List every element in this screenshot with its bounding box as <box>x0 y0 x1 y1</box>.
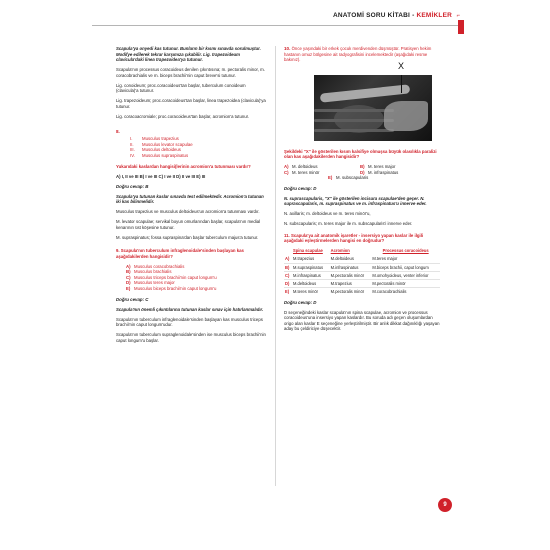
header-dash: - <box>410 12 417 19</box>
question-stem <box>284 46 440 63</box>
running-header <box>0 12 550 26</box>
header-mark-icon: ⌐ <box>456 13 460 19</box>
question-8 <box>116 129 268 240</box>
x-marker-label: X <box>398 60 405 71</box>
option-text: M. teres major <box>368 164 396 169</box>
option-letter: E) <box>328 175 333 181</box>
question-stem: Yukarıdaki kaslardan hangisi(lerinin acromion'a tutunması vardır? <box>116 164 251 169</box>
option-letter: B) <box>360 164 365 169</box>
pointer-line <box>401 75 402 93</box>
table-cell: M.pectoralis minör <box>330 289 365 295</box>
header-book-title: ANATOMİ SORU KİTABI <box>332 12 411 19</box>
right-column <box>284 46 440 336</box>
option-letter: B) <box>126 269 131 275</box>
question-text: Scapula'ya ait anatomik işaretler - insersiyo yapan kaslar ile ilgili aşağıdaki eşleştirmelerden hangisi en doğrudur? <box>284 232 424 244</box>
option-text: Musculus brachialis <box>134 269 172 275</box>
header-chapter-title: KEMİKLER <box>416 12 452 19</box>
option-row <box>284 175 440 181</box>
question-number: 8. <box>116 129 120 134</box>
explanation: Scapula'nın önemli çıkıntılarına tutunan kaslar sınav için hatırlanmalıdır. <box>116 306 264 312</box>
question-10 <box>284 46 440 227</box>
table-cell: M.biceps brachii, caput longum <box>371 263 440 271</box>
option-text: Musculus teres major <box>134 280 175 286</box>
table-row <box>284 280 440 288</box>
table-cell: M.teres major <box>371 255 440 263</box>
clavicle-shape <box>320 84 410 102</box>
item-text: Musculus levator scapulae <box>142 141 193 147</box>
option-text: M. infraspinatus <box>368 169 399 175</box>
correct-answer: Doğru cevap: D <box>284 185 317 191</box>
option-text: M. teres minör <box>292 169 320 175</box>
question-number: 10. <box>284 46 291 51</box>
explanation: N. subscapularis; m. teres major ile m. subscapularis'i innerve eder. <box>284 221 413 227</box>
question-11 <box>284 233 440 332</box>
option-text: Musculus coracobrachialis <box>134 263 185 269</box>
table-cell: M.trapezius <box>292 255 330 263</box>
table-cell: M.pectoralis minör <box>330 271 372 279</box>
item-text: Musculus trapezius <box>142 136 179 141</box>
processus-paragraph: Scapula'nın processus coracoideus denilen çıkıntısına; m. pectoralis minor, m. coracobrachialis ve m. biceps brachii'nin caput breve'si tutunur. <box>116 67 265 78</box>
table-cell: M.coracobrachialis <box>372 289 407 295</box>
table-row <box>284 255 440 263</box>
question-number: 11. <box>284 232 290 238</box>
option-letter: A) <box>126 263 131 269</box>
header-title <box>333 12 452 19</box>
table-cell: M.omohyoideus, venter inferior <box>371 271 440 279</box>
intro-paragraph: Scapula'ya onyedi kas tutunur. Bunların bir kısmı sınavda sorulmuştur. Modifye edilerek tekrar karşımıza çıkabilir. Lig. trapezoideum clavicula'daki linea trapezoidea'ya tutunur. <box>116 46 261 62</box>
table-cell: M.deltoideus <box>330 255 372 263</box>
item-numeral: IV. <box>130 152 135 158</box>
option-letter: E) <box>285 289 290 295</box>
explanation: M. supraspinatus; fossa supraspina'dan başlar tuberculum majus'a tutunur. <box>116 234 259 240</box>
page-number-badge: 9 <box>438 498 452 512</box>
explanation: Musculus trapezius ve musculus deltoideus'un acromion'a tutunması vardır. <box>116 209 260 215</box>
thorax-shape <box>334 105 384 133</box>
table-header-spacer <box>284 248 292 255</box>
item-text: Musculus deltoideus <box>142 147 181 152</box>
item-numeral: III. <box>130 147 135 152</box>
option-text: Musculus triceps brachii'nin caput longum'u <box>134 274 217 280</box>
correct-answer: Doğru cevap: B <box>116 183 149 189</box>
column-header: Spina scapulae <box>293 248 323 254</box>
option-e <box>328 175 368 181</box>
question-stem <box>284 233 440 244</box>
humerus-head-shape <box>384 101 428 131</box>
option-letter: D) <box>284 280 292 288</box>
option-letter: D) <box>126 280 131 286</box>
option-letter: D) <box>360 169 365 175</box>
table-cell: M.supraspinatus <box>292 263 330 271</box>
column-divider <box>275 46 276 486</box>
header-accent-bar <box>458 20 464 34</box>
column-header: Processus coracoideus <box>382 248 429 254</box>
explanation: D seçeneğindeki kaslar scapula'nın spina scapulae, acromion ve processus coracoideus'una insersiyo yapan kaslardır. Bu soruda adı geçen oluşumlardan origo alan kaslar E seçeneğine yerleştirilmiştir. Bir anlık dikkat dağınıklığı yaşayan aday bu çeldiriciye düşecektir. <box>284 309 440 331</box>
table-cell: M.deltoideus <box>292 280 330 288</box>
table-cell: M.teres minör <box>293 289 319 295</box>
explanation: Scapula'nın tuberculum infraglenoidale'sinden başlayan kas musculus triceps brachii'nin caput longum'udur. <box>116 316 263 328</box>
matching-table <box>284 248 440 295</box>
option-letter: E) <box>126 285 131 291</box>
table-row <box>284 271 440 279</box>
question-number: 9. <box>116 248 120 254</box>
roman-list <box>130 136 268 158</box>
option-letter: A) <box>284 164 289 169</box>
item-numeral: II. <box>130 141 134 147</box>
option-text: M. subscapularis <box>336 175 369 181</box>
radiograph-image <box>314 75 432 141</box>
table-cell: M.infraspinatus <box>292 271 330 279</box>
question-text: Scapula'nın tuberculum infraglenoidale'sinden başlayan kas aşağıdakilerden hangisidir? <box>116 248 244 259</box>
table-cell: M.infraspinatus <box>330 263 372 271</box>
table-row <box>284 288 440 296</box>
explanation: Scapula'nın tuberculum supraglenoidale'sinden ise musculus biceps brachii'nin caput longum'u başlar. <box>116 332 266 343</box>
table-cell: M.trapezius <box>330 280 372 288</box>
answer-options <box>126 264 268 292</box>
option-text: M. deltoideus <box>292 164 318 169</box>
answer-options <box>284 164 440 181</box>
coracoacromial-paragraph: Lig. coracoacromiale; proc.coracoideus'tan başlar, acromion'a tutunur. <box>116 113 250 119</box>
conoid-paragraph: Lig. conoideum; proc.coracoideus'tan başlar, tuberculum conoideum (clavicula)'a tutunur. <box>116 82 246 93</box>
question-text: Önce yaşındaki bir erkek çocuk merdivenden düşmüştür. Pratisyen hekim hastanın omuz bölgesine ait radyografisini incelemektedir (aşağıdaki resme bakınız). <box>284 46 432 62</box>
column-header: Acromion <box>330 248 350 254</box>
option-letter: C) <box>284 169 289 175</box>
left-column <box>116 46 268 348</box>
table-header-row <box>284 248 440 255</box>
explanation: Scapula'ya tutunan kaslar sınavda test edilmektedir. Acromion'a tutunan iki kas bilinmelidir. <box>116 193 264 205</box>
option-letter: C) <box>284 271 292 279</box>
table-cell: M.pectoralis minör <box>371 280 440 288</box>
option-text: Musculus biceps brachii'nin caput longum'u <box>134 285 217 291</box>
option-letter: C) <box>126 274 131 280</box>
correct-answer: Doğru cevap: C <box>116 296 149 302</box>
question-stem: Şekildeki "X" ile gösterilen kısım kalsifiye olmuşsa büyük olasılıkla paralizi olan kas aşağıdakilerden hangisidir? <box>284 148 437 159</box>
explanation: M. levator scapulae; servikal boyun omurlarından başlar, scapula'nın medial kenarının üst köşesine tutunur. <box>116 219 261 230</box>
list-item <box>130 153 268 159</box>
option-e <box>126 286 268 292</box>
question-stem <box>116 248 268 259</box>
explanation: N. suprascapularis, "X" ile gösterilen incisura scapulae'den geçer. N. suprascapularis, m. supraspinatus ve m. infraspinatus'u innerve eder. <box>284 195 427 207</box>
question-9 <box>116 248 268 343</box>
answer-options: A) I, II ve III B) I ve III C) I ve II D) II ve III E) III <box>116 174 206 179</box>
item-text: Musculus supraspinatus <box>142 152 189 158</box>
option-letter: A) <box>284 255 292 263</box>
correct-answer: Doğru cevap: D <box>284 299 317 305</box>
explanation: N. axillaris; m. deltoideus ve m. teres minör'u, <box>284 211 371 217</box>
trapezoid-paragraph: Lig. trapezoideum; proc.coracoideus'tan başlar, linea trapezoidea (clavicula)'ya tutunur. <box>116 98 266 109</box>
item-numeral: I. <box>130 136 133 141</box>
header-rule <box>92 25 458 26</box>
table-row <box>284 263 440 271</box>
option-letter: B) <box>284 263 292 271</box>
